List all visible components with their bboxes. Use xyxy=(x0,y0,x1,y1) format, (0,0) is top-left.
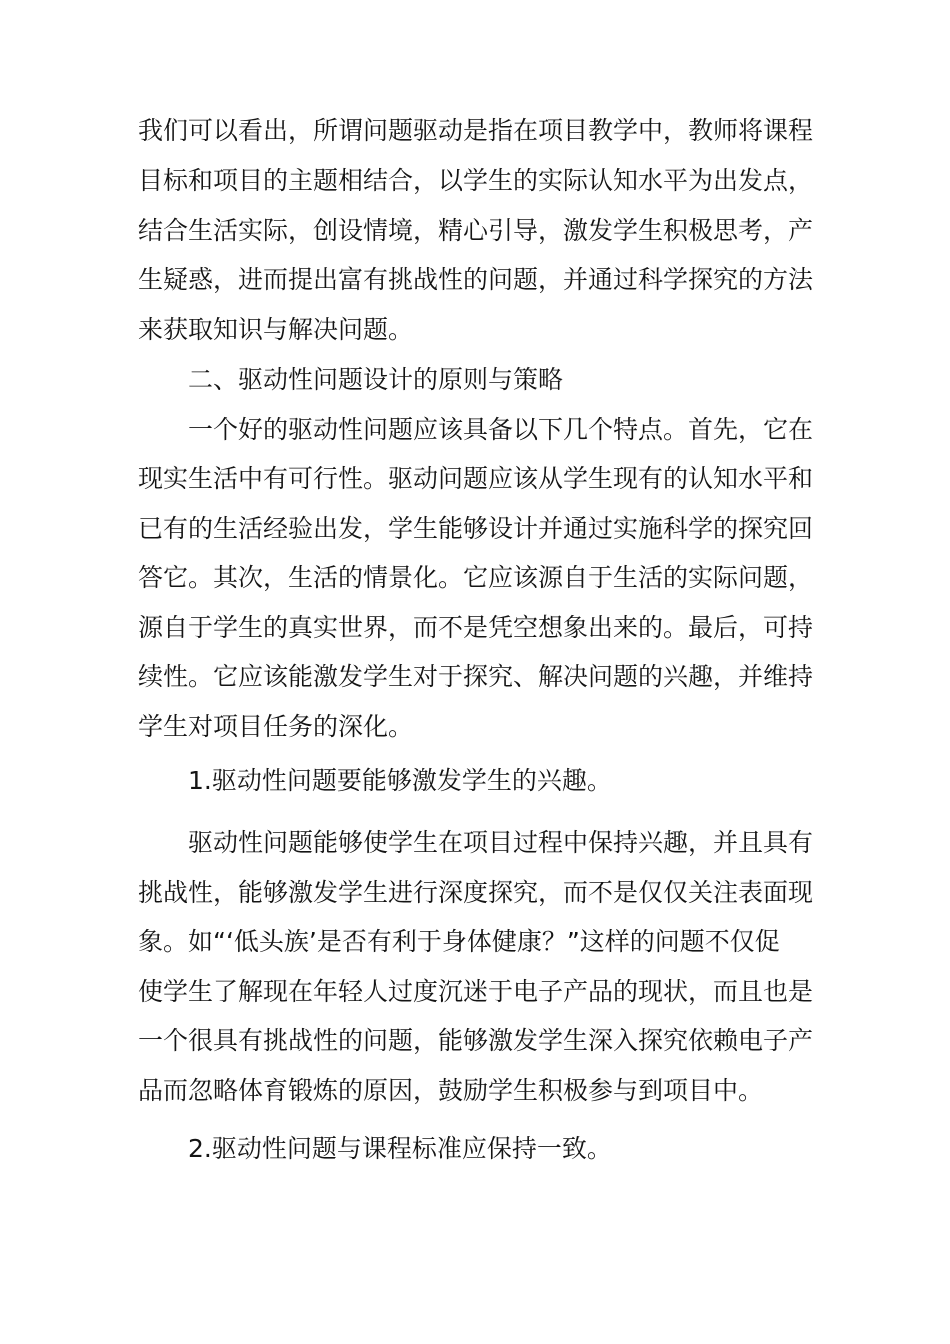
paragraph-3-line-4: 使学生了解现在年轻人过度沉迷于电子产品的现状，而且也是 xyxy=(138,977,814,1006)
paragraph-1-line-2: 目标和项目的主题相结合，以学生的实际认知水平为出发点， xyxy=(138,166,814,195)
paragraph-1-line-3: 结合生活实际，创设情境，精心引导，激发学生积极思考，产 xyxy=(138,216,814,245)
paragraph-3-line-1: 驱动性问题能够使学生在项目过程中保持兴趣，并且具有 xyxy=(188,828,814,857)
paragraph-2-line-4: 答它。其次，生活的情景化。它应该源自于生活的实际问题， xyxy=(138,563,814,592)
paragraph-2-line-5: 源自于学生的真实世界，而不是凭空想象出来的。最后，可持 xyxy=(138,613,814,642)
paragraph-1-line-4: 生疑惑，进而提出富有挑战性的问题，并通过科学探究的方法 xyxy=(138,265,814,294)
paragraph-2-line-2: 现实生活中有可行性。驱动问题应该从学生现有的认知水平和 xyxy=(138,464,814,493)
paragraph-2-line-7: 学生对项目任务的深化。 xyxy=(138,712,414,741)
paragraph-3-line-5: 一个很具有挑战性的问题，能够激发学生深入探究依赖电子产 xyxy=(138,1026,814,1055)
subheading-2: 2.驱动性问题与课程标准应保持一致。 xyxy=(188,1134,612,1163)
paragraph-3-line-2: 挑战性，能够激发学生进行深度探究，而不是仅仅关注表面现 xyxy=(138,878,814,907)
section-heading: 二、驱动性问题设计的原则与策略 xyxy=(188,365,564,394)
paragraph-1-line-5: 来获取知识与解决问题。 xyxy=(138,315,414,344)
paragraph-3-line-6: 品而忽略体育锻炼的原因，鼓励学生积极参与到项目中。 xyxy=(138,1076,764,1105)
paragraph-2-line-1: 一个好的驱动性问题应该具备以下几个特点。首先，它在 xyxy=(188,415,814,444)
paragraph-2-line-6: 续性。它应该能激发学生对于探究、解决问题的兴趣，并维持 xyxy=(138,662,814,691)
paragraph-1-line-1: 我们可以看出，所谓问题驱动是指在项目教学中，教师将课程 xyxy=(138,116,814,145)
subheading-1: 1.驱动性问题要能够激发学生的兴趣。 xyxy=(188,766,612,795)
paragraph-3-line-3: 象。如“‘低头族’是否有利于身体健康？”这样的问题不仅促 xyxy=(138,927,780,956)
paragraph-2-line-3: 已有的生活经验出发，学生能够设计并通过实施科学的探究回 xyxy=(138,514,814,543)
